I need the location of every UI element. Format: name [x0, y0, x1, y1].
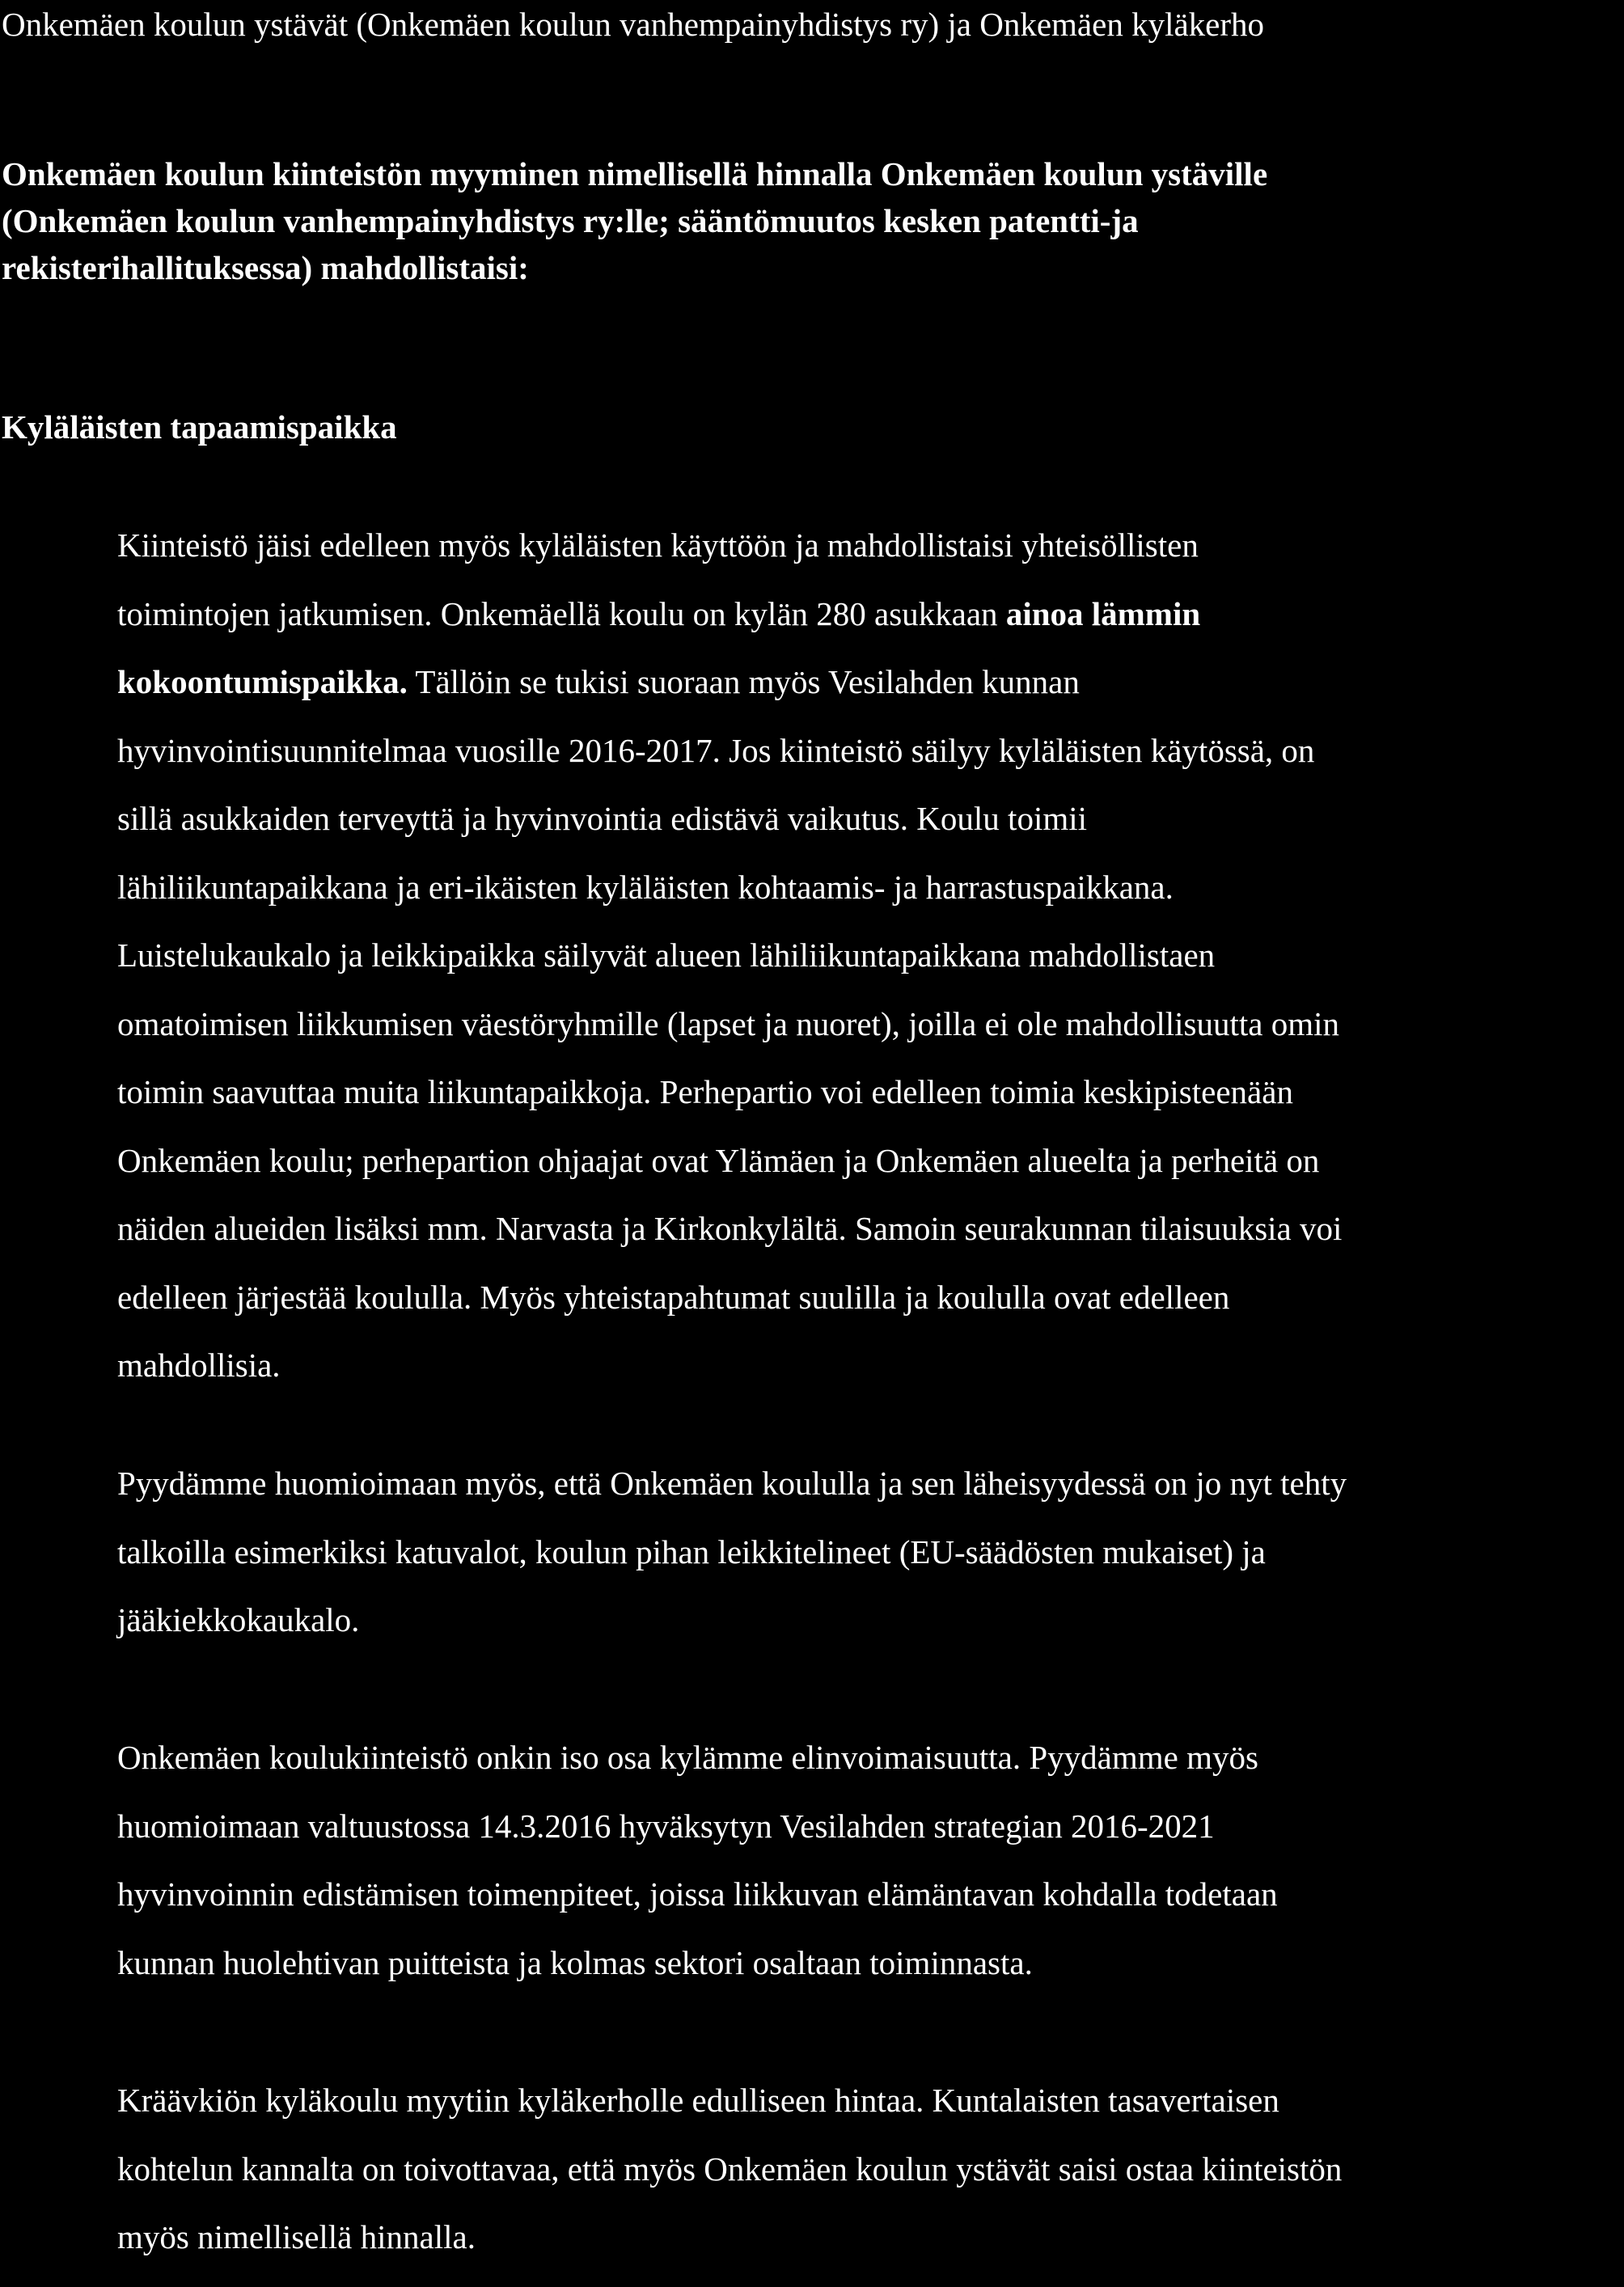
- paragraph-strategy: [117, 1723, 1624, 1997]
- section-title: Kyläläisten tapaamispaikka: [2, 408, 397, 446]
- paragraph-line: sillä asukkaiden terveyttä ja hyvinvointia edistävä vaikutus. Koulu toimii: [117, 800, 1088, 837]
- paragraph-line: hyvinvoinnin edistämisen toimenpiteet, joissa liikkuvan elämäntavan kohdalla todetaan: [117, 1875, 1278, 1913]
- paragraph-line: [117, 580, 1624, 649]
- paragraph-line: myös nimellisellä hinnalla.: [117, 2218, 476, 2255]
- paragraph-line: Onkemäen koulukiinteistö onkin iso osa kylämme elinvoimaisuutta. Pyydämme myös: [117, 1739, 1258, 1776]
- paragraph-line: lähiliikuntapaikkana ja eri-ikäisten kyläläisten kohtaamis- ja harrastuspaikkana.: [117, 868, 1174, 906]
- heading-line: Onkemäen koulun kiinteistön myyminen nimellisellä hinnalla Onkemäen koulun ystäville: [2, 155, 1268, 192]
- line-text: toimintojen jatkumisen. Onkemäellä koulu on kylän 280 asukkaan: [117, 594, 1006, 632]
- paragraph-line: kohtelun kannalta on toivottavaa, että myös Onkemäen koulun ystävät saisi ostaa kiinteistön: [117, 2150, 1343, 2188]
- emphasis-text: kokoontumispaikka.: [117, 663, 408, 700]
- document-header: Onkemäen koulun ystävät (Onkemäen koulun vanhempainyhdistys ry) ja Onkemäen kyläkerho: [2, 6, 1265, 43]
- paragraph-line: Luistelukaukalo ja leikkipaikka säilyvät alueen lähiliikuntapaikkana mahdollistaen: [117, 936, 1216, 974]
- paragraph-line: omatoimisen liikkumisen väestöryhmille (lapset ja nuoret), joilla ei ole mahdollisuutta omin: [117, 1004, 1340, 1042]
- paragraph-line: huomioimaan valtuustossa 14.3.2016 hyväksytyn Vesilahden strategian 2016-2021: [117, 1807, 1215, 1845]
- paragraph-line: kunnan huolehtivan puitteista ja kolmas sektori osaltaan toiminnasta.: [117, 1943, 1033, 1981]
- document-heading: [2, 150, 1538, 291]
- paragraph-line: edelleen järjestää koululla. Myös yhteistapahtumat suulilla ja koululla ovat edelleen: [117, 1278, 1230, 1316]
- paragraph-line: talkoilla esimerkiksi katuvalot, koulun pihan leikkitelineet (EU-säädösten mukaiset) ja: [117, 1532, 1266, 1570]
- line-text: Tällöin se tukisi suoraan myös Vesilahden kunnan: [407, 663, 1080, 700]
- paragraph-line: toimin saavuttaa muita liikuntapaikkoja. Perhepartio voi edelleen toimia keskipisteenään: [117, 1073, 1293, 1110]
- paragraph-volunteer-work: [117, 1449, 1624, 1655]
- paragraph-line: Pyydämme huomioimaan myös, että Onkemäen koululla ja sen läheisyydessä on jo nyt tehty: [117, 1465, 1347, 1502]
- paragraph-line: Kräävkiön kyläkoulu myytiin kyläkerholle edulliseen hintaa. Kuntalaisten tasavertaisen: [117, 2082, 1279, 2119]
- heading-line: rekisterihallituksessa) mahdollistaisi:: [2, 249, 529, 286]
- paragraph-line: näiden alueiden lisäksi mm. Narvasta ja Kirkonkylältä. Samoin seurakunnan tilaisuuksia voi: [117, 1210, 1343, 1247]
- paragraph-equal-treatment: [117, 2066, 1624, 2272]
- paragraph-line: hyvinvointisuunnitelmaa vuosille 2016-2017. Jos kiinteistö säilyy kyläläisten käytössä, on: [117, 731, 1315, 769]
- heading-line: (Onkemäen koulun vanhempainyhdistys ry:lle; sääntömuutos kesken patentti-ja: [2, 202, 1139, 239]
- paragraph-line: jääkiekkokaukalo.: [117, 1601, 360, 1638]
- emphasis-text: ainoa lämmin: [1005, 594, 1201, 632]
- paragraph-line: Onkemäen koulu; perhepartion ohjaajat ovat Ylämäen ja Onkemäen alueelta ja perheitä on: [117, 1141, 1320, 1179]
- paragraph-line: [117, 648, 1624, 717]
- paragraph-line: Kiinteistö jäisi edelleen myös kyläläisten käyttöön ja mahdollistaisi yhteisöllisten: [117, 526, 1199, 564]
- paragraph-line: mahdollisia.: [117, 1346, 281, 1384]
- paragraph-meeting-place: [117, 511, 1624, 1400]
